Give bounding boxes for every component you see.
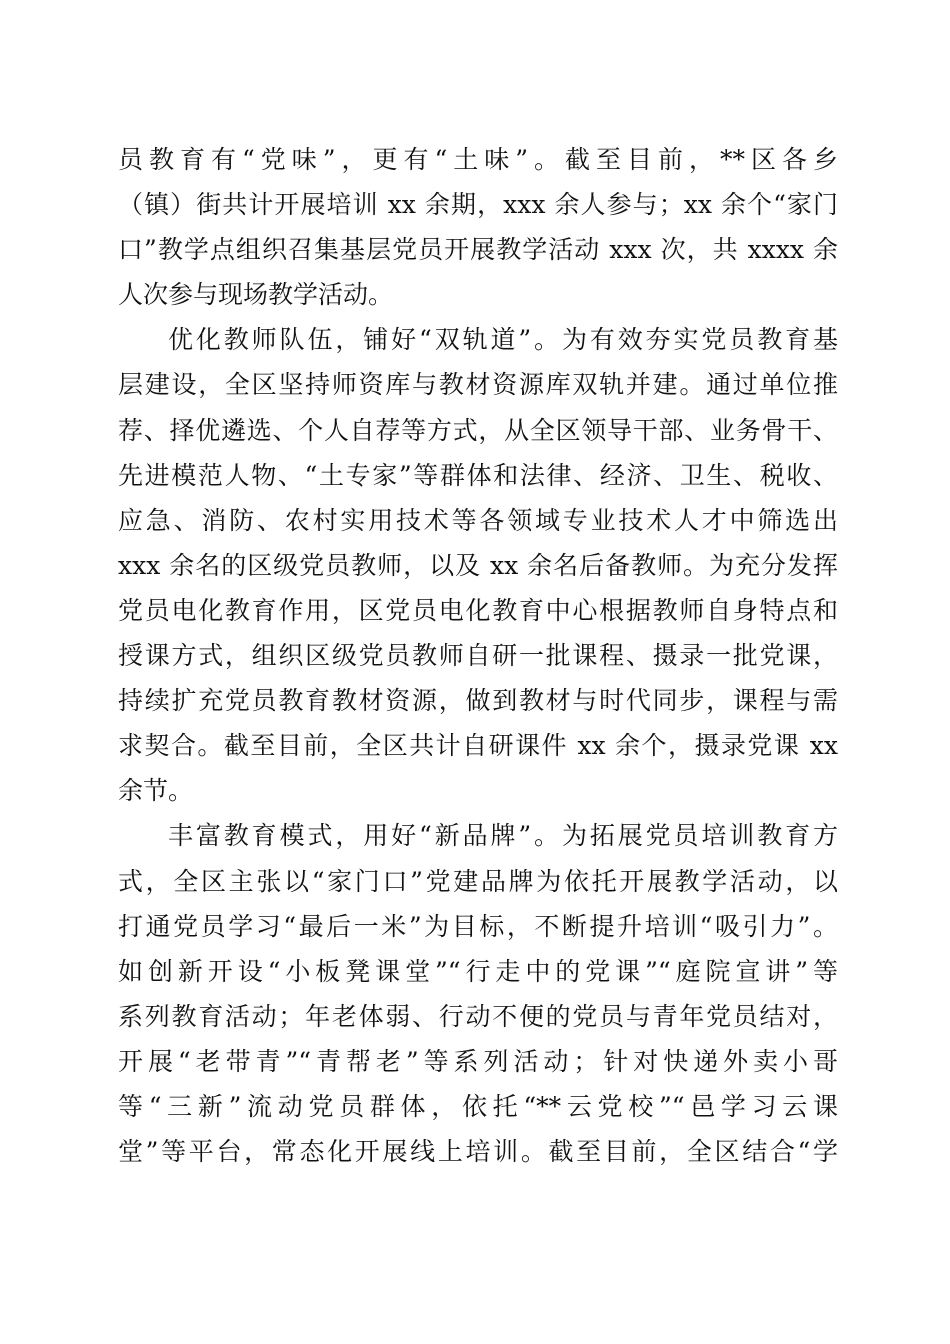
text-line: 先进模范人物、“土专家”等群体和法律、经济、卫生、税收、 — [118, 460, 838, 490]
text-line: 荐、择优遴选、个人自荐等方式，从全区领导干部、业务骨干、 — [118, 415, 838, 445]
text-line: 党员电化教育作用，区党员电化教育中心根据教师自身特点和 — [118, 595, 838, 625]
text-line: 应急、消防、农村实用技术等各领域专业技术人才中筛选出 — [118, 505, 838, 535]
text-line: 打通党员学习“最后一米”为目标，不断提升培训“吸引力”。 — [118, 911, 838, 941]
text-line: 优化教师队伍，铺好“双轨道”。为有效夯实党员教育基 — [168, 325, 838, 355]
text-line: 式，全区主张以“家门口”党建品牌为依托开展教学活动，以 — [118, 866, 838, 896]
text-line: 层建设，全区坚持师资库与教材资源库双轨并建。通过单位推 — [118, 370, 838, 400]
text-line: 丰富教育模式，用好“新品牌”。为拓展党员培训教育方 — [168, 821, 838, 851]
text-line: 等“三新”流动党员群体，依托“**云党校”“邑学习云课 — [118, 1091, 838, 1121]
text-line: 口”教学点组织召集基层党员开展教学活动 xxx 次，共 xxxx 余 — [118, 235, 838, 265]
text-line: （镇）街共计开展培训 xx 余期，xxx 余人参与；xx 余个“家门 — [118, 190, 838, 220]
paragraph-education-model — [118, 813, 838, 1174]
text-line: 余节。 — [118, 776, 194, 806]
text-line: 授课方式，组织区级党员教师自研一批课程、摄录一批党课， — [118, 641, 838, 671]
text-line: xxx 余名的区级党员教师，以及 xx 余名后备教师。为充分发挥 — [118, 550, 838, 580]
text-line: 系列教育活动；年老体弱、行动不便的党员与青年党员结对， — [118, 1001, 838, 1031]
paragraph-training-stats — [118, 137, 838, 317]
text-line: 人次参与现场教学活动。 — [118, 280, 394, 310]
text-line: 员教育有“党味”，更有“土味”。截至目前，**区各乡 — [118, 145, 838, 174]
text-line: 如创新开设“小板凳课堂”“行走中的党课”“庭院宣讲”等 — [118, 956, 838, 986]
paragraph-teacher-team — [118, 317, 838, 813]
text-line: 持续扩充党员教育教材资源，做到教材与时代同步，课程与需 — [118, 686, 838, 716]
text-line: 开展“老带青”“青帮老”等系列活动；针对快递外卖小哥 — [118, 1046, 838, 1076]
text-line: 堂”等平台，常态化开展线上培训。截至目前，全区结合“学 — [118, 1137, 838, 1167]
document-body — [118, 137, 838, 1174]
text-line: 求契合。截至目前，全区共计自研课件 xx 余个，摄录党课 xx — [118, 731, 838, 761]
